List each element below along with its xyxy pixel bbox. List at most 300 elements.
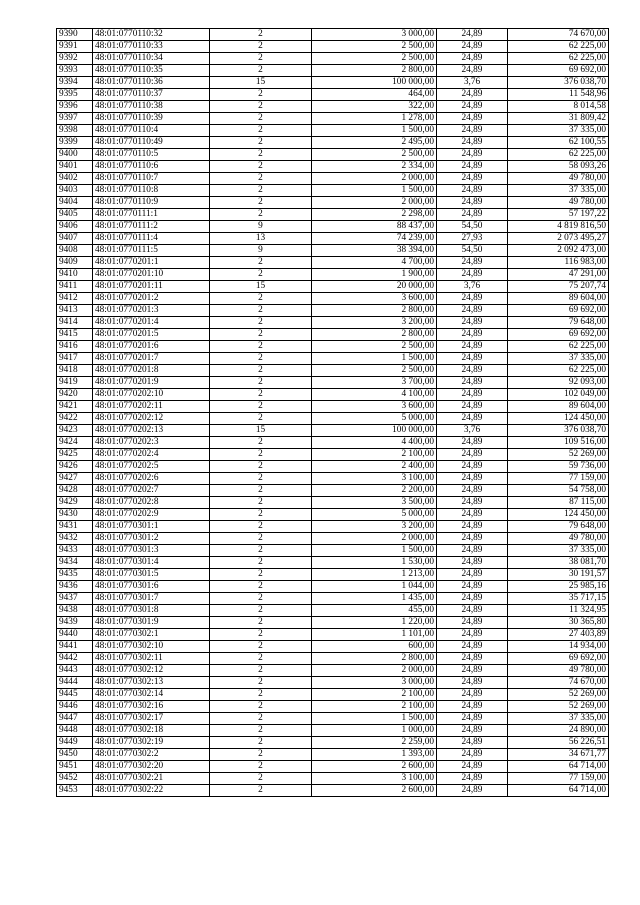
group-code-cell: 2 [210,533,312,545]
cadastral-number-cell: 48:01:0770302:22 [93,785,210,797]
area-value-cell: 1 530,00 [312,557,437,569]
table-row [57,677,609,689]
row-number-cell: 9420 [57,389,93,401]
group-code-cell: 2 [210,737,312,749]
area-value-cell: 2 298,00 [312,209,437,221]
group-code-cell: 2 [210,509,312,521]
cadastral-value-cell: 74 670,00 [508,677,609,689]
group-code-cell: 2 [210,377,312,389]
specific-value-cell: 24,89 [437,89,508,101]
cadastral-value-cell: 47 291,00 [508,269,609,281]
specific-value-cell: 24,89 [437,737,508,749]
cadastral-value-cell: 92 093,00 [508,377,609,389]
group-code-cell: 2 [210,557,312,569]
row-number-cell: 9418 [57,365,93,377]
group-code-cell: 2 [210,461,312,473]
cadastral-number-cell: 48:01:0770302:17 [93,713,210,725]
table-row [57,149,609,161]
area-value-cell: 2 500,00 [312,341,437,353]
group-code-cell: 2 [210,329,312,341]
cadastral-value-cell: 69 692,00 [508,65,609,77]
table-row [57,365,609,377]
area-value-cell: 1 500,00 [312,185,437,197]
specific-value-cell: 24,89 [437,209,508,221]
table-row [57,341,609,353]
cadastral-number-cell: 48:01:0770110:34 [93,53,210,65]
cadastral-number-cell: 48:01:0770302:20 [93,761,210,773]
row-number-cell: 9440 [57,629,93,641]
cadastral-value-cell: 14 934,00 [508,641,609,653]
row-number-cell: 9443 [57,665,93,677]
area-value-cell: 2 100,00 [312,701,437,713]
specific-value-cell: 24,89 [437,785,508,797]
specific-value-cell: 24,89 [437,725,508,737]
cadastral-number-cell: 48:01:0770302:12 [93,665,210,677]
table-row [57,425,609,437]
cadastral-number-cell: 48:01:0770201:6 [93,341,210,353]
cadastral-number-cell: 48:01:0770110:38 [93,101,210,113]
table-row [57,125,609,137]
row-number-cell: 9402 [57,173,93,185]
group-code-cell: 2 [210,569,312,581]
area-value-cell: 1 213,00 [312,569,437,581]
group-code-cell: 2 [210,473,312,485]
row-number-cell: 9396 [57,101,93,113]
specific-value-cell: 24,89 [437,557,508,569]
cadastral-value-cell: 56 226,51 [508,737,609,749]
cadastral-number-cell: 48:01:0770301:6 [93,581,210,593]
specific-value-cell: 24,89 [437,329,508,341]
cadastral-number-cell: 48:01:0770201:5 [93,329,210,341]
cadastral-number-cell: 48:01:0770202:3 [93,437,210,449]
table-row [57,185,609,197]
specific-value-cell: 24,89 [437,677,508,689]
cadastral-number-cell: 48:01:0770301:3 [93,545,210,557]
area-value-cell: 600,00 [312,641,437,653]
specific-value-cell: 24,89 [437,629,508,641]
specific-value-cell: 24,89 [437,29,508,41]
row-number-cell: 9400 [57,149,93,161]
row-number-cell: 9392 [57,53,93,65]
cadastral-value-cell: 89 604,00 [508,401,609,413]
group-code-cell: 2 [210,269,312,281]
group-code-cell: 9 [210,245,312,257]
specific-value-cell: 24,89 [437,461,508,473]
specific-value-cell: 24,89 [437,161,508,173]
specific-value-cell: 24,89 [437,521,508,533]
cadastral-number-cell: 48:01:0770201:3 [93,305,210,317]
cadastral-value-cell: 52 269,00 [508,689,609,701]
specific-value-cell: 24,89 [437,65,508,77]
cadastral-value-cell: 109 516,00 [508,437,609,449]
specific-value-cell: 24,89 [437,353,508,365]
cadastral-number-cell: 48:01:0770202:7 [93,485,210,497]
row-number-cell: 9447 [57,713,93,725]
area-value-cell: 2 495,00 [312,137,437,149]
cadastral-number-cell: 48:01:0770302:19 [93,737,210,749]
cadastral-number-cell: 48:01:0770202:9 [93,509,210,521]
cadastral-number-cell: 48:01:0770201:8 [93,365,210,377]
table-row [57,485,609,497]
group-code-cell: 2 [210,341,312,353]
area-value-cell: 2 000,00 [312,665,437,677]
row-number-cell: 9401 [57,161,93,173]
table-row [57,293,609,305]
table-row [57,233,609,245]
row-number-cell: 9408 [57,245,93,257]
area-value-cell: 100 000,00 [312,425,437,437]
cadastral-number-cell: 48:01:0770302:1 [93,629,210,641]
specific-value-cell: 24,89 [437,401,508,413]
row-number-cell: 9423 [57,425,93,437]
cadastral-number-cell: 48:01:0770111:2 [93,221,210,233]
cadastral-value-cell: 57 197,22 [508,209,609,221]
area-value-cell: 2 600,00 [312,761,437,773]
table-row [57,545,609,557]
specific-value-cell: 24,89 [437,365,508,377]
area-value-cell: 1 500,00 [312,353,437,365]
area-value-cell: 2 800,00 [312,653,437,665]
specific-value-cell: 24,89 [437,689,508,701]
row-number-cell: 9425 [57,449,93,461]
row-number-cell: 9417 [57,353,93,365]
cadastral-number-cell: 48:01:0770302:18 [93,725,210,737]
row-number-cell: 9428 [57,485,93,497]
cadastral-value-cell: 49 780,00 [508,173,609,185]
cadastral-value-cell: 37 335,00 [508,185,609,197]
cadastral-value-cell: 62 225,00 [508,365,609,377]
group-code-cell: 2 [210,113,312,125]
specific-value-cell: 24,89 [437,113,508,125]
specific-value-cell: 24,89 [437,653,508,665]
cadastral-number-cell: 48:01:0770201:7 [93,353,210,365]
cadastral-number-cell: 48:01:0770110:33 [93,41,210,53]
table-row [57,605,609,617]
row-number-cell: 9427 [57,473,93,485]
row-number-cell: 9414 [57,317,93,329]
cadastral-value-cell: 69 692,00 [508,653,609,665]
area-value-cell: 4 700,00 [312,257,437,269]
table-row [57,101,609,113]
row-number-cell: 9448 [57,725,93,737]
specific-value-cell: 3,76 [437,425,508,437]
cadastral-number-cell: 48:01:0770111:4 [93,233,210,245]
cadastral-number-cell: 48:01:0770110:39 [93,113,210,125]
group-code-cell: 2 [210,677,312,689]
cadastral-number-cell: 48:01:0770302:11 [93,653,210,665]
cadastral-value-cell: 2 073 495,27 [508,233,609,245]
cadastral-value-cell: 124 450,00 [508,509,609,521]
area-value-cell: 1 278,00 [312,113,437,125]
cadastral-number-cell: 48:01:0770110:5 [93,149,210,161]
cadastral-value-cell: 58 093,26 [508,161,609,173]
row-number-cell: 9449 [57,737,93,749]
table-row [57,713,609,725]
table-row [57,389,609,401]
table-row [57,701,609,713]
cadastral-value-cell: 79 648,00 [508,317,609,329]
specific-value-cell: 3,76 [437,77,508,89]
area-value-cell: 88 437,00 [312,221,437,233]
table-row [57,257,609,269]
specific-value-cell: 24,89 [437,53,508,65]
cadastral-number-cell: 48:01:0770302:16 [93,701,210,713]
cadastral-value-cell: 11 324,95 [508,605,609,617]
area-value-cell: 5 000,00 [312,413,437,425]
cadastral-value-cell: 49 780,00 [508,665,609,677]
row-number-cell: 9435 [57,569,93,581]
row-number-cell: 9416 [57,341,93,353]
group-code-cell: 2 [210,653,312,665]
specific-value-cell: 24,89 [437,449,508,461]
specific-value-cell: 24,89 [437,497,508,509]
cadastral-value-cell: 35 717,15 [508,593,609,605]
area-value-cell: 3 500,00 [312,497,437,509]
table-row [57,221,609,233]
table-row [57,209,609,221]
cadastral-number-cell: 48:01:0770301:1 [93,521,210,533]
area-value-cell: 2 334,00 [312,161,437,173]
area-value-cell: 2 000,00 [312,173,437,185]
cadastral-value-cell: 52 269,00 [508,701,609,713]
table-row [57,65,609,77]
area-value-cell: 3 200,00 [312,317,437,329]
group-code-cell: 2 [210,665,312,677]
area-value-cell: 3 700,00 [312,377,437,389]
cadastral-number-cell: 48:01:0770301:4 [93,557,210,569]
table-row [57,449,609,461]
row-number-cell: 9398 [57,125,93,137]
specific-value-cell: 24,89 [437,197,508,209]
cadastral-value-cell: 37 335,00 [508,713,609,725]
area-value-cell: 3 200,00 [312,521,437,533]
cadastral-value-cell: 59 736,00 [508,461,609,473]
table-row [57,749,609,761]
area-value-cell: 1 500,00 [312,545,437,557]
table-row [57,29,609,41]
cadastral-value-cell: 69 692,00 [508,305,609,317]
group-code-cell: 2 [210,65,312,77]
specific-value-cell: 24,89 [437,413,508,425]
area-value-cell: 3 600,00 [312,401,437,413]
table-row [57,77,609,89]
row-number-cell: 9450 [57,749,93,761]
cadastral-value-cell: 124 450,00 [508,413,609,425]
cadastral-number-cell: 48:01:0770201:4 [93,317,210,329]
cadastral-value-cell: 74 670,00 [508,29,609,41]
area-value-cell: 2 500,00 [312,365,437,377]
specific-value-cell: 24,89 [437,269,508,281]
row-number-cell: 9406 [57,221,93,233]
group-code-cell: 2 [210,305,312,317]
cadastral-number-cell: 48:01:0770301:2 [93,533,210,545]
row-number-cell: 9412 [57,293,93,305]
area-value-cell: 2 500,00 [312,149,437,161]
row-number-cell: 9409 [57,257,93,269]
area-value-cell: 2 200,00 [312,485,437,497]
group-code-cell: 2 [210,353,312,365]
row-number-cell: 9437 [57,593,93,605]
row-number-cell: 9431 [57,521,93,533]
row-number-cell: 9453 [57,785,93,797]
row-number-cell: 9445 [57,689,93,701]
table-row [57,161,609,173]
cadastral-value-cell: 54 758,00 [508,485,609,497]
specific-value-cell: 24,89 [437,149,508,161]
table-row [57,617,609,629]
specific-value-cell: 24,89 [437,473,508,485]
row-number-cell: 9399 [57,137,93,149]
group-code-cell: 2 [210,53,312,65]
table-row [57,569,609,581]
area-value-cell: 1 044,00 [312,581,437,593]
table-row [57,317,609,329]
table-row [57,137,609,149]
cadastral-number-cell: 48:01:0770110:6 [93,161,210,173]
table-row [57,377,609,389]
row-number-cell: 9404 [57,197,93,209]
cadastral-number-cell: 48:01:0770202:8 [93,497,210,509]
cadastral-value-table-page [56,28,608,797]
specific-value-cell: 24,89 [437,293,508,305]
row-number-cell: 9441 [57,641,93,653]
specific-value-cell: 24,89 [437,581,508,593]
cadastral-number-cell: 48:01:0770302:10 [93,641,210,653]
specific-value-cell: 24,89 [437,533,508,545]
specific-value-cell: 24,89 [437,389,508,401]
cadastral-number-cell: 48:01:0770110:36 [93,77,210,89]
cadastral-value-cell: 4 819 816,50 [508,221,609,233]
specific-value-cell: 24,89 [437,377,508,389]
cadastral-value-cell: 102 049,00 [508,389,609,401]
area-value-cell: 1 101,00 [312,629,437,641]
group-code-cell: 2 [210,725,312,737]
specific-value-cell: 24,89 [437,617,508,629]
specific-value-cell: 24,89 [437,593,508,605]
cadastral-number-cell: 48:01:0770202:6 [93,473,210,485]
group-code-cell: 2 [210,41,312,53]
cadastral-value-cell: 62 225,00 [508,41,609,53]
group-code-cell: 2 [210,101,312,113]
group-code-cell: 2 [210,485,312,497]
table-row [57,689,609,701]
cadastral-number-cell: 48:01:0770110:37 [93,89,210,101]
cadastral-value-cell: 376 038,70 [508,425,609,437]
table-row [57,41,609,53]
area-value-cell: 455,00 [312,605,437,617]
area-value-cell: 1 000,00 [312,725,437,737]
table-row [57,725,609,737]
specific-value-cell: 24,89 [437,569,508,581]
row-number-cell: 9434 [57,557,93,569]
specific-value-cell: 27,93 [437,233,508,245]
group-code-cell: 2 [210,29,312,41]
cadastral-number-cell: 48:01:0770201:11 [93,281,210,293]
row-number-cell: 9394 [57,77,93,89]
cadastral-number-cell: 48:01:0770110:35 [93,65,210,77]
cadastral-value-cell: 25 985,16 [508,581,609,593]
cadastral-number-cell: 48:01:0770110:9 [93,197,210,209]
area-value-cell: 1 435,00 [312,593,437,605]
group-code-cell: 2 [210,293,312,305]
specific-value-cell: 24,89 [437,137,508,149]
cadastral-value-cell: 30 365,80 [508,617,609,629]
cadastral-number-cell: 48:01:0770201:1 [93,257,210,269]
group-code-cell: 2 [210,401,312,413]
group-code-cell: 2 [210,413,312,425]
table-row [57,629,609,641]
cadastral-number-cell: 48:01:0770302:21 [93,773,210,785]
cadastral-number-cell: 48:01:0770110:8 [93,185,210,197]
table-row [57,533,609,545]
row-number-cell: 9397 [57,113,93,125]
table-row [57,497,609,509]
specific-value-cell: 24,89 [437,773,508,785]
row-number-cell: 9433 [57,545,93,557]
area-value-cell: 2 800,00 [312,329,437,341]
area-value-cell: 100 000,00 [312,77,437,89]
table-row [57,173,609,185]
area-value-cell: 38 394,00 [312,245,437,257]
row-number-cell: 9424 [57,437,93,449]
row-number-cell: 9419 [57,377,93,389]
table-row [57,653,609,665]
row-number-cell: 9452 [57,773,93,785]
row-number-cell: 9446 [57,701,93,713]
cadastral-value-cell: 37 335,00 [508,125,609,137]
row-number-cell: 9411 [57,281,93,293]
area-value-cell: 1 500,00 [312,713,437,725]
cadastral-number-cell: 48:01:0770201:10 [93,269,210,281]
area-value-cell: 74 239,00 [312,233,437,245]
specific-value-cell: 24,89 [437,173,508,185]
row-number-cell: 9410 [57,269,93,281]
cadastral-value-cell: 27 403,89 [508,629,609,641]
table-row [57,437,609,449]
cadastral-value-cell: 62 225,00 [508,341,609,353]
area-value-cell: 2 000,00 [312,197,437,209]
cadastral-number-cell: 48:01:0770202:10 [93,389,210,401]
cadastral-value-cell: 62 100,55 [508,137,609,149]
cadastral-number-cell: 48:01:0770110:4 [93,125,210,137]
cadastral-value-cell: 77 159,00 [508,773,609,785]
table-row [57,353,609,365]
group-code-cell: 15 [210,425,312,437]
table-row [57,581,609,593]
row-number-cell: 9413 [57,305,93,317]
area-value-cell: 2 000,00 [312,533,437,545]
cadastral-value-cell: 116 983,00 [508,257,609,269]
cadastral-number-cell: 48:01:0770202:13 [93,425,210,437]
cadastral-value-cell: 2 092 473,00 [508,245,609,257]
table-row [57,761,609,773]
specific-value-cell: 24,89 [437,41,508,53]
group-code-cell: 2 [210,137,312,149]
group-code-cell: 2 [210,437,312,449]
specific-value-cell: 3,76 [437,281,508,293]
row-number-cell: 9442 [57,653,93,665]
row-number-cell: 9430 [57,509,93,521]
cadastral-number-cell: 48:01:0770111:1 [93,209,210,221]
specific-value-cell: 24,89 [437,485,508,497]
table-row [57,329,609,341]
cadastral-number-cell: 48:01:0770202:11 [93,401,210,413]
specific-value-cell: 24,89 [437,317,508,329]
specific-value-cell: 24,89 [437,257,508,269]
cadastral-number-cell: 48:01:0770302:14 [93,689,210,701]
area-value-cell: 3 100,00 [312,773,437,785]
group-code-cell: 2 [210,773,312,785]
